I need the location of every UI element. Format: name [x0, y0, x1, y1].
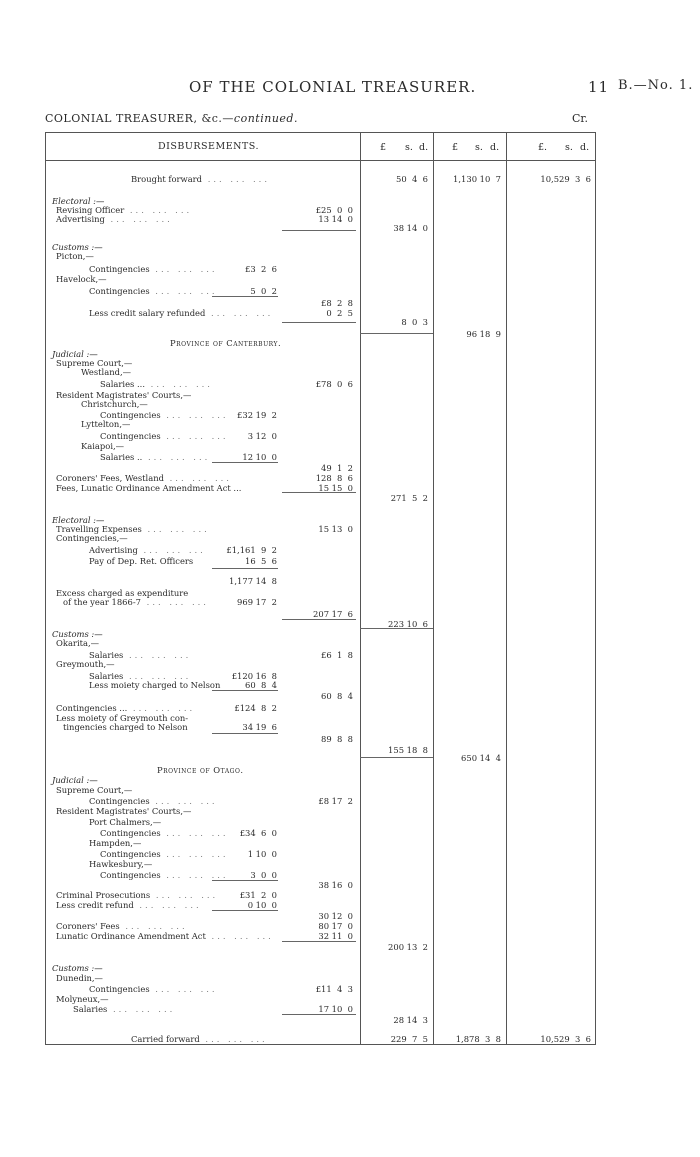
rule — [212, 690, 278, 691]
table-bottom-border — [45, 1044, 596, 1045]
leader-dots: ... ... ... — [107, 1004, 176, 1014]
disbursements-header: DISBURSEMENTS. — [158, 141, 259, 152]
amount-b: £8 17 2 — [318, 796, 353, 806]
row-label: Contingencies ... ... ... ... — [56, 703, 196, 713]
amount-b: £6 1 8 — [321, 650, 353, 660]
table-top-border — [45, 132, 596, 133]
column-divider-1 — [360, 132, 361, 1044]
amount-c2: 28 14 3 — [393, 1015, 428, 1025]
row-label: Less credit salary refunded ... ... ... — [89, 308, 274, 318]
row-label: Lunatic Ordinance Amendment Act ... ... ... — [56, 931, 274, 941]
row-label: Customs :— — [52, 629, 103, 639]
leader-dots: ... ... ... — [199, 1034, 268, 1044]
amount-a: 969 17 2 — [237, 597, 277, 607]
row-label: Brought forward ... ... ... — [131, 174, 271, 184]
row-label: Salaries .. ... ... ... — [100, 452, 211, 462]
amount-c2: 223 10 6 — [388, 619, 428, 629]
row-label: Havelock,— — [56, 274, 107, 284]
amount-c2: 271 5 2 — [390, 493, 428, 503]
amount-b: 17 10 0 — [318, 1004, 353, 1014]
rule — [212, 568, 278, 569]
row-label: Carried forward ... ... ... — [131, 1034, 268, 1044]
row-label: Excess charged as expenditure — [56, 588, 189, 598]
amount-b: 38 16 0 — [318, 880, 353, 890]
row-label: Contingencies ... ... ... — [100, 870, 229, 880]
row-label: Contingencies ... ... ... — [89, 286, 218, 296]
amount-a: £1,161 9 2 — [226, 545, 277, 555]
row-label: Contingencies ... ... ... — [100, 410, 229, 420]
amount-c3: 650 14 4 — [461, 753, 501, 763]
row-label: Coroners' Fees, Westland ... ... ... — [56, 473, 232, 483]
table-right-border — [595, 132, 596, 1044]
amount-b: 80 17 0 — [318, 921, 353, 931]
rule — [282, 1014, 356, 1015]
leader-dots: ... ... ... — [137, 545, 206, 555]
amount-b: £8 2 8 — [321, 298, 353, 308]
leader-dots: ... ... ... — [160, 849, 229, 859]
row-label: Resident Magistrates' Courts,— — [56, 390, 192, 400]
row-label: Salaries ... ... ... — [89, 650, 192, 660]
row-label: Salaries ... ... ... — [73, 1004, 176, 1014]
row-label: Salaries ... ... ... — [89, 671, 192, 681]
row-label: Christchurch,— — [81, 399, 148, 409]
row-label: Greymouth,— — [56, 659, 115, 669]
col2-pence-header: d. — [490, 142, 500, 153]
amount-a: 3 0 0 — [250, 870, 277, 880]
amount-a: 3 12 0 — [247, 431, 277, 441]
row-label: Kaiapoi,— — [81, 441, 125, 451]
leader-dots: ... ... ... — [160, 828, 229, 838]
table-left-border — [45, 132, 46, 1044]
leader-dots: ... ... ... — [145, 379, 213, 389]
row-label: Customs :— — [52, 242, 103, 252]
row-label: Less moiety charged to Nelson — [89, 680, 221, 690]
leader-dots: ... ... ... — [149, 264, 218, 274]
amount-b: £11 4 3 — [315, 984, 353, 994]
row-label: Electoral :— — [52, 196, 105, 206]
rule — [282, 322, 356, 323]
row-label: Contingencies ... ... ... — [89, 984, 218, 994]
amount-c2: 229 7 5 — [390, 1034, 428, 1044]
leader-dots: ... ... ... — [160, 870, 229, 880]
row-label: Advertising ... ... ... — [89, 545, 206, 555]
leader-dots: ... ... ... — [163, 473, 232, 483]
amount-b: 15 13 0 — [318, 524, 353, 534]
amount-a: 1,177 14 8 — [229, 576, 277, 586]
amount-c2: 8 0 3 — [401, 317, 428, 327]
amount-b: 15 15 0 — [318, 483, 353, 493]
leader-dots: ... ... ... — [127, 703, 196, 713]
document-reference: B.—No. 1. — [618, 78, 694, 93]
amount-c3: 96 18 9 — [466, 329, 501, 339]
amount-c3: 1,130 10 7 — [453, 174, 501, 184]
col1-pence-header: d. — [419, 142, 429, 153]
subtitle-continued: continued. — [233, 112, 298, 125]
leader-dots: ... ... ... — [142, 452, 211, 462]
row-label: Judicial :— — [52, 349, 98, 359]
rule — [360, 333, 433, 334]
amount-c4: 10,529 3 6 — [540, 1034, 591, 1044]
amount-a: £3 2 6 — [245, 264, 277, 274]
amount-b: £25 0 0 — [315, 205, 353, 215]
leader-dots: ... ... ... — [150, 890, 219, 900]
row-label: Fees, Lunatic Ordinance Amendment Act ... — [56, 483, 242, 493]
leader-dots: ... ... ... — [149, 286, 218, 296]
col2-pounds-header: £ — [452, 142, 459, 153]
amount-b: £78 0 6 — [315, 379, 353, 389]
amount-c2: 200 13 2 — [388, 942, 428, 952]
leader-dots: ... ... ... — [205, 308, 274, 318]
row-label: of the year 1866-7 ... ... ... — [63, 597, 209, 607]
col3-pence-header: d. — [580, 142, 590, 153]
page-number: 11 — [588, 78, 610, 96]
amount-c2: 155 18 8 — [388, 745, 428, 755]
row-label: Customs :— — [52, 963, 103, 973]
amount-c3: 1,878 3 8 — [455, 1034, 501, 1044]
rule — [282, 941, 356, 942]
row-label: Molyneux,— — [56, 994, 109, 1004]
row-label: Port Chalmers,— — [89, 817, 162, 827]
row-label: Province of Canterbury. — [170, 338, 282, 348]
row-label: Pay of Dep. Ret. Officers — [89, 556, 194, 566]
row-label: Resident Magistrates' Courts,— — [56, 806, 192, 816]
amount-a: £124 8 2 — [234, 703, 277, 713]
amount-c2: 38 14 0 — [393, 223, 428, 233]
amount-a: 12 10 0 — [242, 452, 277, 462]
leader-dots: ... ... ... — [202, 174, 271, 184]
amount-b: 49 1 2 — [321, 463, 353, 473]
rule — [212, 733, 278, 734]
row-label: Salaries ... ... ... ... — [100, 379, 213, 389]
col1-shillings-header: s. — [405, 142, 413, 153]
col3-pounds-header: £. — [538, 142, 548, 153]
column-divider-3 — [506, 132, 507, 1044]
leader-dots: ... ... ... — [124, 205, 193, 215]
col1-pounds-header: £ — [380, 142, 387, 153]
section-subtitle — [45, 112, 298, 125]
row-label: Dunedin,— — [56, 973, 103, 983]
amount-a: 60 8 4 — [245, 680, 277, 690]
rule — [212, 462, 278, 463]
amount-b: 30 12 0 — [318, 911, 353, 921]
amount-a: 0 10 0 — [247, 900, 277, 910]
rule — [282, 230, 356, 231]
rule — [360, 757, 433, 758]
row-label: Province of Otago. — [157, 765, 244, 775]
leader-dots: ... ... ... — [133, 900, 202, 910]
amount-b: 60 8 4 — [321, 691, 353, 701]
amount-a: 34 19 6 — [242, 722, 277, 732]
row-label: Contingencies ... ... ... — [100, 849, 229, 859]
row-label: Electoral :— — [52, 515, 105, 525]
amount-a: £34 6 0 — [239, 828, 277, 838]
amount-c4: 10,529 3 6 — [540, 174, 591, 184]
leader-dots: ... ... ... — [149, 984, 218, 994]
rule — [282, 619, 356, 620]
row-label: Supreme Court,— — [56, 785, 133, 795]
row-label: Travelling Expenses ... ... ... — [56, 524, 210, 534]
leader-dots: ... ... ... — [205, 931, 274, 941]
leader-dots: ... ... ... — [119, 921, 188, 931]
page-title: OF THE COLONIAL TREASURER. — [189, 78, 477, 96]
row-label: Supreme Court,— — [56, 358, 133, 368]
leader-dots: ... ... ... — [160, 431, 229, 441]
amount-b: 0 2 5 — [326, 308, 353, 318]
row-label: Picton,— — [56, 251, 94, 261]
leader-dots: ... ... ... — [123, 650, 192, 660]
subtitle-main: COLONIAL TREASURER, &c.— — [45, 112, 234, 125]
amount-a: £120 16 8 — [231, 671, 277, 681]
col3-shillings-header: s. — [565, 142, 573, 153]
amount-a: 5 0 2 — [250, 286, 277, 296]
leader-dots: ... ... ... — [104, 214, 173, 224]
rule — [212, 910, 278, 911]
row-label: Contingencies ... ... ... — [100, 828, 229, 838]
amount-c2: 50 4 6 — [396, 174, 428, 184]
row-label: Okarita,— — [56, 638, 100, 648]
leader-dots: ... ... ... — [123, 671, 192, 681]
amount-a: 1 10 0 — [247, 849, 277, 859]
row-label: Advertising ... ... ... — [56, 214, 173, 224]
row-label: Hawkesbury,— — [89, 859, 153, 869]
row-label: Contingencies ... ... ... — [89, 264, 218, 274]
row-label: Hampden,— — [89, 838, 142, 848]
leader-dots: ... ... ... — [149, 796, 218, 806]
rule — [212, 880, 278, 881]
amount-b: 128 8 6 — [315, 473, 353, 483]
header-bottom-border — [45, 160, 596, 161]
amount-b: 13 14 0 — [318, 214, 353, 224]
amount-b: 89 8 8 — [321, 734, 353, 744]
row-label: Less moiety of Greymouth con- — [56, 713, 189, 723]
credit-marker: Cr. — [572, 112, 588, 125]
column-divider-2 — [433, 132, 434, 1044]
row-label: Criminal Prosecutions ... ... ... — [56, 890, 219, 900]
leader-dots: ... ... ... — [141, 524, 210, 534]
row-label: Contingencies,— — [56, 533, 128, 543]
row-label: Contingencies ... ... ... — [89, 796, 218, 806]
amount-a: £31 2 0 — [239, 890, 277, 900]
amount-a: 16 5 6 — [245, 556, 277, 566]
col2-shillings-header: s. — [475, 142, 483, 153]
amount-b: 207 17 6 — [313, 609, 353, 619]
row-label: Lyttelton,— — [81, 419, 131, 429]
row-label: Judicial :— — [52, 775, 98, 785]
row-label: Coroners' Fees ... ... ... — [56, 921, 188, 931]
rule — [212, 296, 278, 297]
row-label: tingencies charged to Nelson — [63, 722, 188, 732]
leader-dots: ... ... ... — [141, 597, 209, 607]
amount-a: £32 19 2 — [237, 410, 277, 420]
leader-dots: ... ... ... — [160, 410, 229, 420]
row-label: Less credit refund ... ... ... — [56, 900, 202, 910]
row-label: Westland,— — [81, 367, 132, 377]
row-label: Contingencies ... ... ... — [100, 431, 229, 441]
amount-b: 32 11 0 — [318, 931, 353, 941]
row-label: Revising Officer ... ... ... — [56, 205, 193, 215]
